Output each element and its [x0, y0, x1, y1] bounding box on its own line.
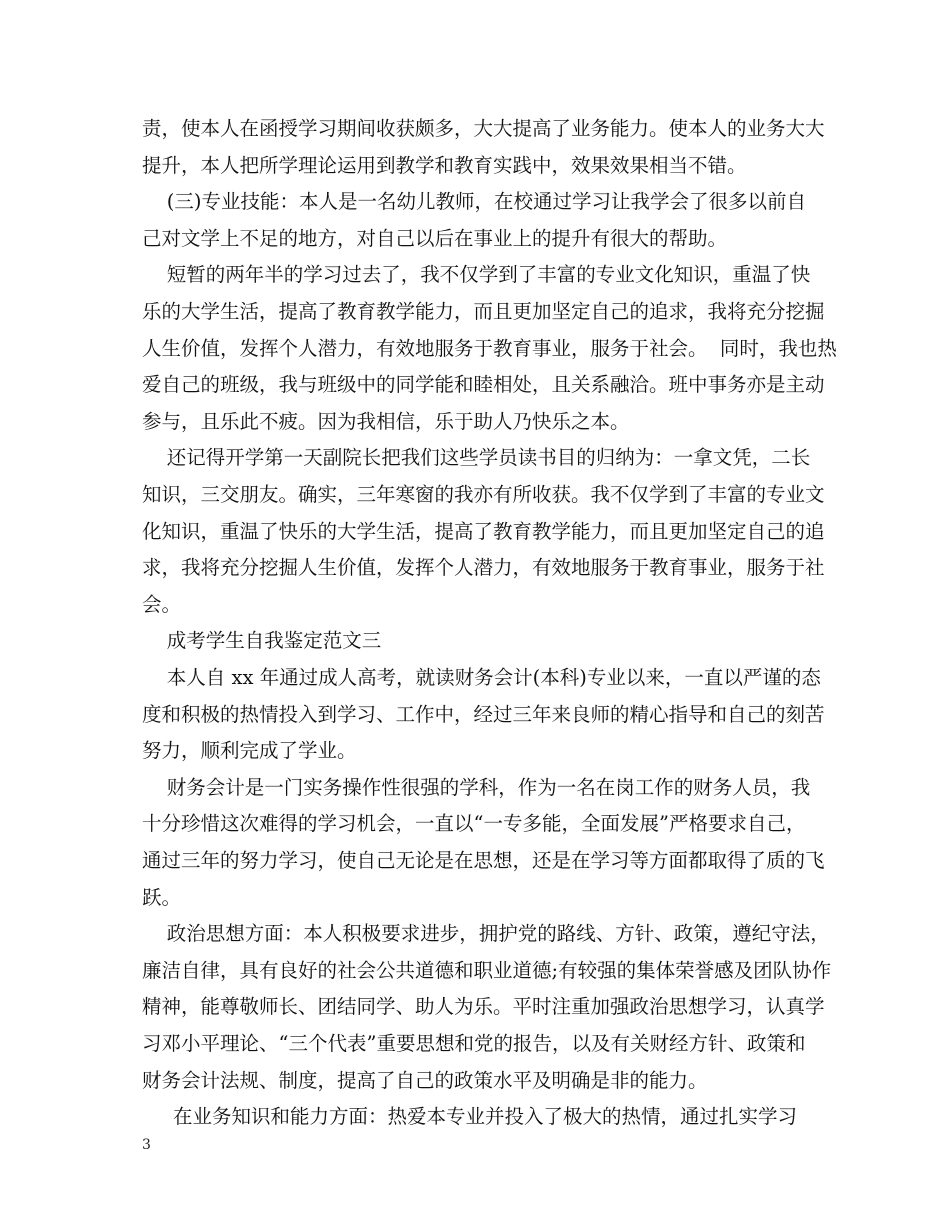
text-line: 化知识，重温了快乐的大学生活，提高了教育教学能力，而且更加坚定自己的追	[142, 519, 825, 543]
text-line: 己对文学上不足的地方，对自己以后在事业上的提升有很大的帮助。	[142, 226, 728, 250]
text-line: 十分珍惜这次难得的学习机会，一直以“一专多能，全面发展”严格要求自己，	[142, 812, 806, 836]
text-line: 会。	[142, 592, 182, 616]
text-line: 精神，能尊敬师长、团结同学、助人为乐。平时注重加强政治思想学习，认真学	[142, 995, 825, 1019]
text-line: 财务会计是一门实务操作性很强的学科，作为一名在岗工作的财务人员，我	[142, 775, 811, 799]
text-line: 求，我将充分挖掘人生价值，发挥个人潜力，有效地服务于教育事业，服务于社	[142, 556, 825, 580]
text-line: 努力，顺利完成了学业。	[142, 739, 357, 763]
text-line: (三)专业技能：本人是一名幼儿教师，在校通过学习让我学会了很多以前自	[142, 190, 807, 214]
text-line: 通过三年的努力学习，使自己无论是在思想，还是在学习等方面都取得了质的飞	[142, 849, 825, 872]
text-line: 提升，本人把所学理论运用到教学和教育实践中，效果效果相当不错。	[142, 153, 747, 177]
text-line: 廉洁自律，具有良好的社会公共道德和职业道德;有较强的集体荣誉感及团队协作	[142, 958, 832, 982]
text-line: 本人自 xx 年通过成人高考，就读财务会计(本科)专业以来，一直以严谨的态	[142, 666, 821, 689]
text-line: 参与，且乐此不疲。因为我相信，乐于助人乃快乐之本。	[142, 409, 630, 433]
text-line: 责，使本人在函授学习期间收获颇多，大大提高了业务能力。使本人的业务大大	[142, 117, 825, 140]
text-line: 在业务知识和能力方面：热爱本专业并投入了极大的热情，通过扎实学习	[142, 1105, 797, 1129]
text-line: 习邓小平理论、“三个代表”重要思想和党的报告，以及有关财经方针、政策和	[142, 1032, 806, 1055]
text-line: 跃。	[142, 885, 182, 909]
text-line: 政治思想方面：本人积极要求进步，拥护党的路线、方针、政策，遵纪守法，	[142, 922, 830, 946]
text-line: 财务会计法规、制度，提高了自己的政策水平及明确是非的能力。	[142, 1068, 708, 1092]
text-line: 成考学生自我鉴定范文三	[142, 629, 382, 653]
text-line: 乐的大学生活，提高了教育教学能力，而且更加坚定自己的追求，我将充分挖掘	[142, 300, 825, 323]
page-number: 3	[142, 1137, 151, 1153]
text-line: 知识，三交朋友。确实，三年寒窗的我亦有所收获。我不仅学到了丰富的专业文	[142, 483, 825, 506]
text-line: 爱自己的班级，我与班级中的同学能和睦相处，且关系融洽。班中事务亦是主动	[142, 373, 825, 397]
text-line: 还记得开学第一天副院长把我们这些学员读书目的归纳为：一拿文凭，二长	[142, 446, 811, 470]
text-line: 人生价值，发挥个人潜力，有效地服务于教育事业，服务于社会。 同时，我也热	[142, 336, 837, 360]
text-line: 短暂的两年半的学习过去了，我不仅学到了丰富的专业文化知识，重温了快	[142, 263, 811, 287]
text-line: 度和积极的热情投入到学习、工作中，经过三年来良师的精心指导和自己的刻苦	[142, 702, 825, 726]
